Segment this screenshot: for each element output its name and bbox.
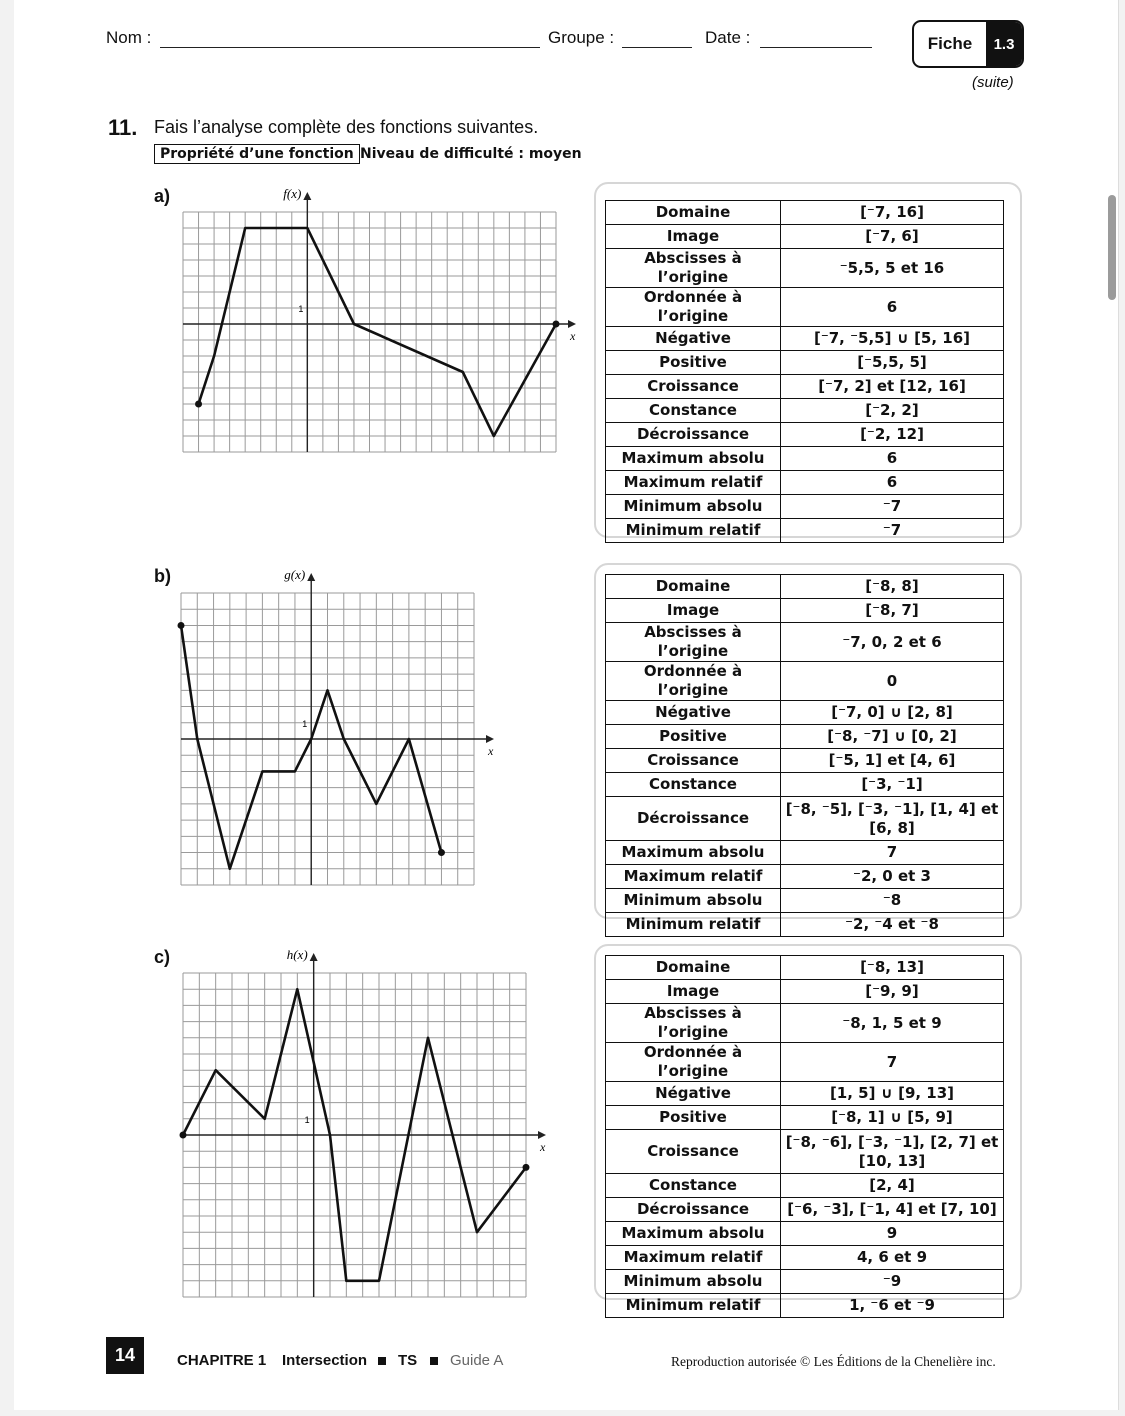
square-bullet-icon (430, 1357, 438, 1365)
property-value: [⁻2, 12] (781, 423, 1004, 447)
property-tag: Propriété d’une fonction (154, 144, 360, 164)
property-name: Décroissance (606, 797, 781, 841)
table-row (606, 1004, 1004, 1043)
property-value: ⁻9 (781, 1270, 1004, 1294)
table-row (606, 956, 1004, 980)
page-number: 14 (106, 1337, 144, 1374)
property-value: [⁻8, 1] ∪ [5, 9] (781, 1106, 1004, 1130)
property-name: Constance (606, 1174, 781, 1198)
curve-endpoint (553, 321, 560, 328)
table-row (606, 1082, 1004, 1106)
table-row (606, 471, 1004, 495)
property-value: [⁻7, 6] (781, 225, 1004, 249)
property-value: [⁻3, ⁻1] (781, 773, 1004, 797)
x-axis-label: x (540, 1140, 546, 1154)
function-curve (199, 228, 557, 436)
property-name: Minimum absolu (606, 495, 781, 519)
table-row (606, 1106, 1004, 1130)
property-name: Maximum relatif (606, 1246, 781, 1270)
function-label: f(x) (283, 186, 302, 201)
property-value: [⁻5, 1] et [4, 6] (781, 749, 1004, 773)
analysis-table (605, 574, 1004, 937)
y-axis-arrow-icon (310, 953, 318, 961)
property-value: [⁻8, ⁻7] ∪ [0, 2] (781, 725, 1004, 749)
property-name: Ordonnée à l’origine (606, 662, 781, 701)
property-name: Positive (606, 725, 781, 749)
copyright: Reproduction autorisée © Les Éditions de la Chenelière inc. (671, 1354, 996, 1369)
property-name: Minimum absolu (606, 1270, 781, 1294)
property-name: Croissance (606, 1130, 781, 1174)
table-row (606, 749, 1004, 773)
table-row (606, 841, 1004, 865)
table-row (606, 1198, 1004, 1222)
property-name: Constance (606, 773, 781, 797)
property-value: [⁻7, ⁻5,5] ∪ [5, 16] (781, 327, 1004, 351)
curve-endpoint (195, 401, 202, 408)
question-number: 11. (108, 115, 138, 140)
property-name: Maximum relatif (606, 471, 781, 495)
property-value: [⁻6, ⁻3], [⁻1, 4] et [7, 10] (781, 1198, 1004, 1222)
property-value: [⁻2, 2] (781, 399, 1004, 423)
table-row (606, 399, 1004, 423)
property-value: ⁻2, 0 et 3 (781, 865, 1004, 889)
property-value: 6 (781, 288, 1004, 327)
table-row (606, 797, 1004, 841)
table-row (606, 662, 1004, 701)
x-axis-label: x (570, 329, 576, 343)
property-value: [⁻5,5, 5] (781, 351, 1004, 375)
property-name: Image (606, 225, 781, 249)
table-row (606, 1174, 1004, 1198)
property-name: Constance (606, 399, 781, 423)
property-name: Abscisses à l’origine (606, 1004, 781, 1043)
property-value: 7 (781, 1043, 1004, 1082)
property-name: Maximum absolu (606, 447, 781, 471)
curve-endpoint (178, 622, 185, 629)
curve-endpoint (180, 1132, 187, 1139)
fiche-number: 1.3 (986, 22, 1022, 66)
table-row (606, 575, 1004, 599)
property-name: Négative (606, 327, 781, 351)
property-name: Abscisses à l’origine (606, 249, 781, 288)
property-value: 7 (781, 841, 1004, 865)
curve-endpoint (523, 1164, 530, 1171)
table-row (606, 773, 1004, 797)
table-row (606, 351, 1004, 375)
table-row (606, 423, 1004, 447)
function-graph (183, 188, 596, 468)
property-value: [⁻8, ⁻6], [⁻3, ⁻1], [2, 7] et [10, 13] (781, 1130, 1004, 1174)
property-name: Croissance (606, 375, 781, 399)
property-value: [⁻7, 2] et [12, 16] (781, 375, 1004, 399)
table-row (606, 1294, 1004, 1318)
footer-chapter: CHAPITRE 1 (177, 1352, 267, 1369)
property-name: Décroissance (606, 1198, 781, 1222)
table-row (606, 249, 1004, 288)
curve-endpoint (438, 849, 445, 856)
property-value: [⁻7, 16] (781, 201, 1004, 225)
part-label: b) (154, 566, 171, 586)
property-value: [⁻8, ⁻5], [⁻3, ⁻1], [1, 4] et [6, 8] (781, 797, 1004, 841)
tick-label: 1 (302, 718, 308, 729)
property-name: Minimum relatif (606, 519, 781, 543)
property-value: ⁻5,5, 5 et 16 (781, 249, 1004, 288)
property-value: ⁻8 (781, 889, 1004, 913)
table-row (606, 889, 1004, 913)
y-axis-arrow-icon (307, 573, 315, 581)
property-name: Domaine (606, 956, 781, 980)
property-name: Image (606, 599, 781, 623)
table-row (606, 1222, 1004, 1246)
part-label: c) (154, 947, 171, 967)
property-name: Positive (606, 1106, 781, 1130)
property-value: [1, 5] ∪ [9, 13] (781, 1082, 1004, 1106)
property-value: [⁻7, 0] ∪ [2, 8] (781, 701, 1004, 725)
table-row (606, 447, 1004, 471)
property-value: 0 (781, 662, 1004, 701)
table-row (606, 375, 1004, 399)
property-value: [⁻8, 8] (781, 575, 1004, 599)
property-name: Croissance (606, 749, 781, 773)
function-label: h(x) (286, 947, 308, 962)
table-row (606, 980, 1004, 1004)
property-name: Négative (606, 1082, 781, 1106)
property-name: Minimum relatif (606, 1294, 781, 1318)
question-text: Fais l’analyse complète des fonctions suivantes. (154, 117, 539, 137)
property-value: 6 (781, 447, 1004, 471)
property-name: Maximum absolu (606, 1222, 781, 1246)
groupe-label: Groupe : (548, 28, 615, 47)
table-row (606, 701, 1004, 725)
table-row (606, 725, 1004, 749)
property-value: ⁻7, 0, 2 et 6 (781, 623, 1004, 662)
x-axis-arrow-icon (568, 320, 576, 328)
suite-label: (suite) (972, 74, 1014, 91)
property-value: 1, ⁻6 et ⁻9 (781, 1294, 1004, 1318)
square-bullet-icon (378, 1357, 386, 1365)
function-graph (183, 949, 566, 1313)
property-value: ⁻7 (781, 519, 1004, 543)
nom-field[interactable] (160, 47, 540, 48)
property-value: [⁻8, 7] (781, 599, 1004, 623)
property-value: 6 (781, 471, 1004, 495)
table-row (606, 288, 1004, 327)
analysis-table (605, 200, 1004, 543)
property-value: ⁻2, ⁻4 et ⁻8 (781, 913, 1004, 937)
property-value: [2, 4] (781, 1174, 1004, 1198)
table-row (606, 225, 1004, 249)
x-axis-arrow-icon (538, 1131, 546, 1139)
footer-level: TS (398, 1352, 418, 1369)
property-value: 4, 6 et 9 (781, 1246, 1004, 1270)
nom-label: Nom : (106, 28, 152, 47)
property-name: Domaine (606, 575, 781, 599)
table-row (606, 201, 1004, 225)
function-label: g(x) (284, 567, 306, 582)
property-name: Domaine (606, 201, 781, 225)
property-value: 9 (781, 1222, 1004, 1246)
table-row (606, 1043, 1004, 1082)
x-axis-label: x (488, 744, 494, 758)
property-name: Décroissance (606, 423, 781, 447)
property-name: Maximum relatif (606, 865, 781, 889)
property-name: Maximum absolu (606, 841, 781, 865)
footer-guide: Guide A (450, 1352, 504, 1369)
property-name: Ordonnée à l’origine (606, 1043, 781, 1082)
table-row (606, 623, 1004, 662)
property-value: [⁻8, 13] (781, 956, 1004, 980)
property-value: [⁻9, 9] (781, 980, 1004, 1004)
table-row (606, 519, 1004, 543)
property-value: ⁻7 (781, 495, 1004, 519)
table-row (606, 1246, 1004, 1270)
fiche-badge (912, 20, 1024, 68)
table-row (606, 1130, 1004, 1174)
table-row (606, 495, 1004, 519)
property-name: Abscisses à l’origine (606, 623, 781, 662)
property-name: Négative (606, 701, 781, 725)
y-axis-arrow-icon (303, 192, 311, 200)
property-name: Ordonnée à l’origine (606, 288, 781, 327)
property-name: Positive (606, 351, 781, 375)
property-name: Minimum relatif (606, 913, 781, 937)
property-value: ⁻8, 1, 5 et 9 (781, 1004, 1004, 1043)
date-field[interactable] (760, 47, 872, 48)
scrollbar-thumb[interactable] (1108, 195, 1116, 300)
tick-label: 1 (298, 304, 304, 314)
property-name: Minimum absolu (606, 889, 781, 913)
part-label: a) (154, 186, 171, 206)
table-row (606, 599, 1004, 623)
x-axis-arrow-icon (486, 735, 494, 743)
function-graph (181, 569, 514, 901)
footer-title: Intersection (282, 1352, 368, 1369)
table-row (606, 865, 1004, 889)
table-row (606, 1270, 1004, 1294)
fiche-label: Fiche (927, 34, 973, 53)
property-name: Image (606, 980, 781, 1004)
table-row (606, 913, 1004, 937)
groupe-field[interactable] (622, 47, 692, 48)
analysis-table (605, 955, 1004, 1318)
difficulty-label: Niveau de difficulté : moyen (360, 146, 582, 162)
date-label: Date : (705, 28, 751, 47)
tick-label: 1 (304, 1114, 310, 1125)
table-row (606, 327, 1004, 351)
